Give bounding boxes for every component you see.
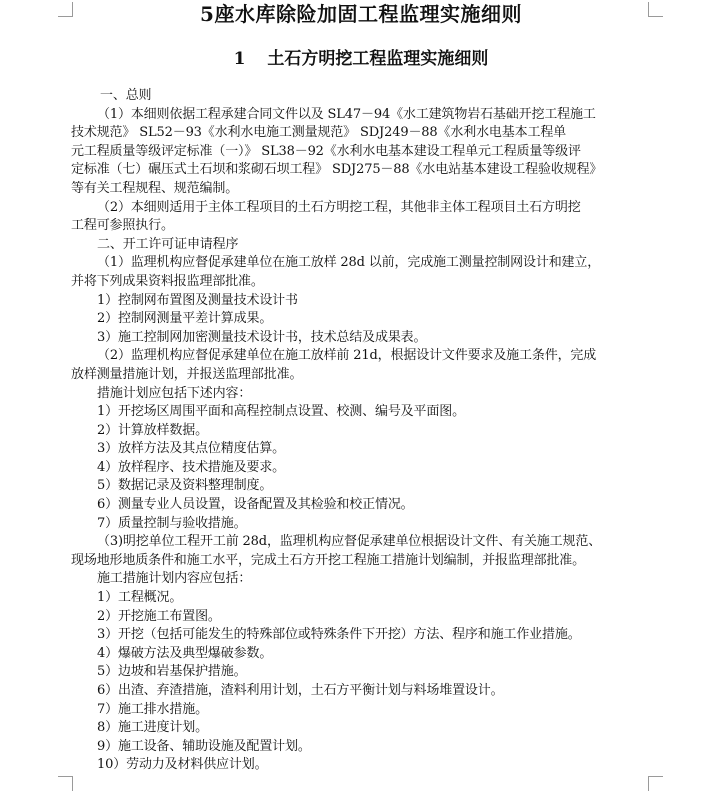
body-line: 6）出渣、弃渣措施，渣料利用计划，土石方平衡计划与料场堆置设计。 [97, 683, 504, 698]
body-line: 放样测量措施计划，并报送监理部批准。 [71, 366, 303, 382]
crop-mark-bottom-left [58, 776, 73, 791]
body-line: 1）控制网布置图及测量技术设计书 [97, 292, 298, 308]
body-line: 施工措施计划内容应包括： [97, 571, 252, 587]
body-line: 元工程质量等级评定标准（一）》 SL38－92《水利水电基本建设工程单元工程质量等级评 [71, 143, 581, 159]
body-line: 7）质量控制与验收措施。 [97, 515, 247, 531]
body-line: 2）开挖施工布置图。 [97, 608, 221, 624]
body-line: 3）开挖（包括可能发生的特殊部位或特殊条件下开挖）方法、程序和施工作业措施。 [97, 627, 581, 643]
body-line: 定标准（七）碾压式土石坝和浆砌石坝工程》 SDJ275－88《水电站基本建设工程验收规程》 [71, 162, 603, 178]
section-title: 土石方明挖工程监理实施细则 [267, 49, 489, 69]
body-line: 等有关工程规程、规范编制。 [71, 180, 239, 196]
body-line: 3）施工控制网加密测量技术设计书，技术总结及成果表。 [97, 329, 427, 345]
body-line: （2）本细则适用于主体工程项目的土石方明挖工程，其他非主体工程项目土石方明挖 [97, 199, 581, 215]
body-line: 1）开挖场区周围平面和高程控制点设置、校测、编号及平面图。 [97, 404, 465, 420]
body-line: 4）放样程序、技术措施及要求。 [97, 459, 286, 475]
crop-mark-bottom-right [648, 776, 663, 791]
body-line: 5）数据记录及资料整理制度。 [97, 478, 273, 494]
body-line: 工程可参照执行。 [71, 218, 174, 234]
body-line: （1）监理机构应督促承建单位在施工放样 28d 以前，完成施工测量控制网设计和建立， [97, 255, 601, 271]
body-line: 8）施工进度计划。 [97, 720, 208, 736]
section-number: 1 [233, 49, 246, 69]
body-line: 二、开工许可证申请程序 [97, 236, 239, 252]
body-line: 措施计划应包括下述内容： [97, 385, 252, 401]
body-line: 现场地形地质条件和施工水平，完成土石方开挖工程施工措施计划编制，并报监理部批准。 [71, 552, 586, 568]
body-line: 技术规范》 SL52－93《水利水电施工测量规范》 SDJ249－88《水利水电基本工程单 [71, 125, 567, 141]
section-heading [0, 47, 722, 71]
body-line: 3）放样方法及其点位精度估算。 [97, 441, 286, 457]
body-line: （3)明挖单位工程开工前 28d，监理机构应督促承建单位根据设计文件、有关施工规范、 [97, 534, 602, 550]
body-line: 4）爆破方法及典型爆破参数。 [97, 645, 273, 661]
document-title: 5座水库除险加固工程监理实施细则 [200, 2, 522, 26]
body-line: （1）本细则依据工程承建合同文件以及 SL47－94《水工建筑物岩石基础开挖工程施工 [97, 106, 596, 122]
body-line: 6）测量专业人员设置，设备配置及其检验和校正情况。 [97, 497, 414, 513]
body-line: 5）边坡和岩基保护措施。 [97, 664, 247, 680]
body-line: 1）工程概况。 [97, 590, 183, 606]
body-line: 2）计算放样数据。 [97, 422, 208, 438]
body-line: 2）控制网测量平差计算成果。 [97, 311, 273, 327]
body-line: （2）监理机构应督促承建单位在施工放样前 21d，根据设计文件要求及施工条件，完成 [97, 348, 597, 364]
document-body [71, 87, 645, 775]
body-line: 9）施工设备、辅助设施及配置计划。 [97, 738, 311, 754]
body-line: 一、总则 [100, 88, 152, 103]
body-line: 并将下列成果资料报监理部批准。 [71, 273, 264, 289]
body-line: 10）劳动力及材料供应计划。 [97, 757, 268, 773]
body-line: 7）施工排水措施。 [97, 701, 208, 717]
